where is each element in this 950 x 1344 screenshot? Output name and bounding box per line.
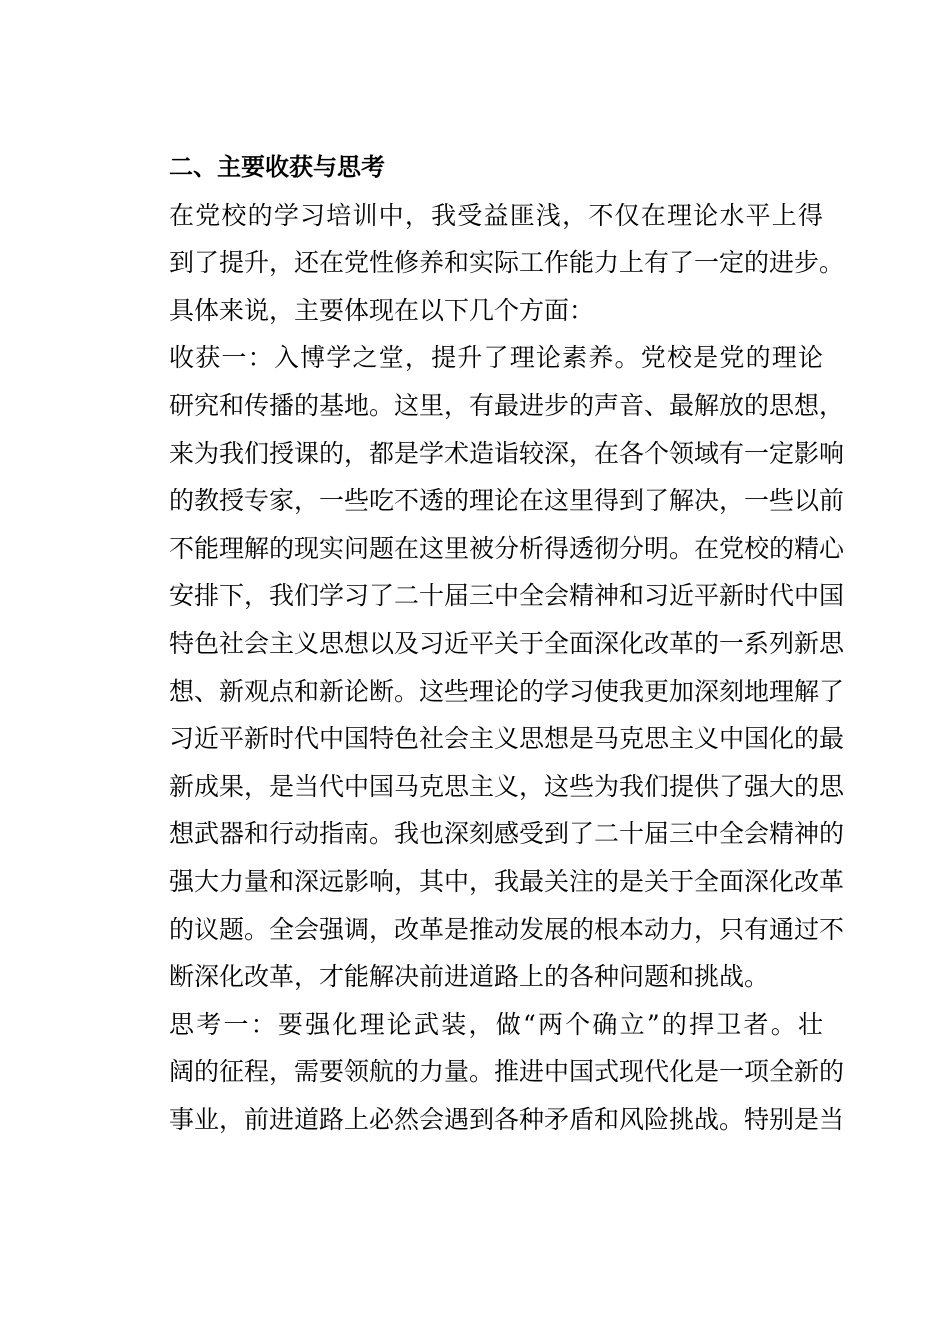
text-line: 的议题。全会强调，改革是推动发展的根本动力，只有通过不	[169, 914, 845, 944]
text-line: 新成果，是当代中国马克思主义，这些为我们提供了强大的思	[169, 771, 845, 801]
text-line: 阔的征程，需要领航的力量。推进中国式现代化是一项全新的	[169, 1057, 845, 1087]
document-body	[119, 144, 845, 1143]
text-line: 事业，前进道路上必然会遇到各种矛盾和风险挑战。特别是当	[169, 1104, 845, 1134]
text-line: 思考一：要强化理论武装，做“两个确立”的捍卫者。壮	[169, 1009, 823, 1039]
text-line: 在党校的学习培训中，我受益匪浅，不仅在理论水平上得	[169, 200, 823, 230]
text-line: 习近平新时代中国特色社会主义思想是马克思主义中国化的最	[169, 724, 845, 754]
paragraph-thought-one	[119, 1001, 845, 1144]
text-line: 想、新观点和新论断。这些理论的学习使我更加深刻地理解了	[169, 676, 845, 706]
text-line: 的教授专家，一些吃不透的理论在这里得到了解决，一些以前	[169, 486, 845, 516]
text-line: 安排下，我们学习了二十届三中全会精神和习近平新时代中国	[169, 581, 845, 611]
text-line: 来为我们授课的，都是学术造诣较深，在各个领域有一定影响	[169, 438, 845, 468]
paragraph-gain-one	[119, 334, 845, 1000]
text-line: 强大力量和深远影响，其中，我最关注的是关于全面深化改革	[169, 866, 845, 896]
section-heading: 二、主要收获与思考	[169, 153, 385, 181]
text-line: 断深化改革，才能解决前进道路上的各种问题和挑战。	[169, 962, 770, 992]
text-line: 特色社会主义思想以及习近平关于全面深化改革的一系列新思	[169, 628, 845, 658]
text-line: 具体来说，主要体现在以下几个方面：	[169, 295, 595, 325]
paragraph-intro	[119, 192, 845, 335]
text-line: 研究和传播的基地。这里，有最进步的声音、最解放的思想，	[169, 390, 845, 420]
text-line: 到了提升，还在党性修养和实际工作能力上有了一定的进步。	[169, 248, 845, 278]
text-line: 想武器和行动指南。我也深刻感受到了二十届三中全会精神的	[169, 819, 845, 849]
text-line: 收获一：入博学之堂，提升了理论素养。党校是党的理论	[169, 343, 823, 373]
text-line: 不能理解的现实问题在这里被分析得透彻分明。在党校的精心	[169, 533, 845, 563]
